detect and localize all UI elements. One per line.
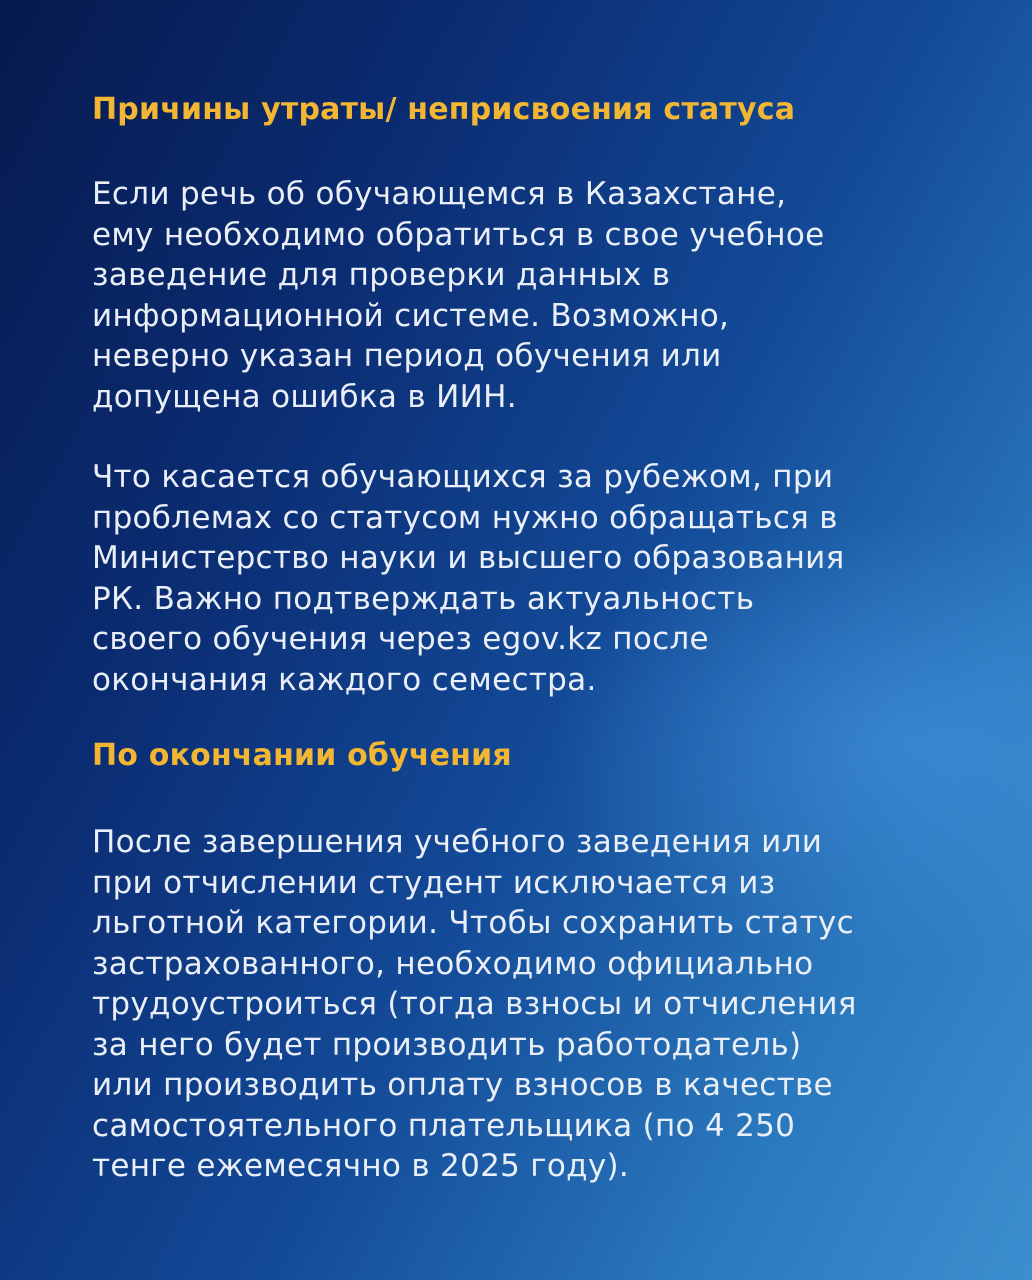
- text-line: застрахованного, необходимо официально: [92, 945, 814, 982]
- text-line: окончания каждого семестра.: [92, 661, 597, 698]
- text-line: проблемах со статусом нужно обращаться в: [92, 499, 838, 536]
- text-line: информационной системе. Возможно,: [92, 297, 730, 334]
- text-line: за него будет производить работодатель): [92, 1026, 802, 1063]
- text-line: льготной категории. Чтобы сохранить статус: [92, 905, 854, 941]
- text-line: тенге ежемесячно в 2025 году).: [92, 1148, 630, 1184]
- paragraph-after-graduation: [92, 822, 992, 1187]
- text-line: своего обучения через egov.kz после: [92, 621, 709, 657]
- paragraph-kazakhstan-students: [92, 174, 992, 417]
- text-line: После завершения учебного заведения или: [92, 824, 823, 860]
- text-line: Если речь об обучающемся в Казахстане,: [92, 176, 787, 212]
- text-line: заведение для проверки данных в: [92, 257, 671, 293]
- text-line: при отчислении студент исключается из: [92, 864, 776, 901]
- text-line: Что касается обучающихся за рубежом, при: [92, 459, 834, 495]
- text-line: трудоустроиться (тогда взносы и отчисления: [92, 986, 857, 1022]
- text-line: неверно указан период обучения или: [92, 338, 722, 374]
- info-card: [92, 88, 992, 1187]
- text-line: или производить оплату взносов в качестве: [92, 1067, 833, 1103]
- text-line: ему необходимо обратиться в свое учебное: [92, 216, 825, 253]
- text-line: допущена ошибка в ИИН.: [92, 378, 517, 415]
- paragraph-abroad-students: [92, 457, 992, 700]
- text-line: РК. Важно подтверждать актуальность: [92, 580, 755, 617]
- text-line: самостоятельного плательщика (по 4 250: [92, 1107, 796, 1144]
- section-heading-after-graduation: По окончании обучения: [92, 738, 512, 773]
- section-heading-status-loss: Причины утраты/ неприсвоения статуса: [92, 92, 796, 127]
- text-line: Министерство науки и высшего образования: [92, 540, 845, 576]
